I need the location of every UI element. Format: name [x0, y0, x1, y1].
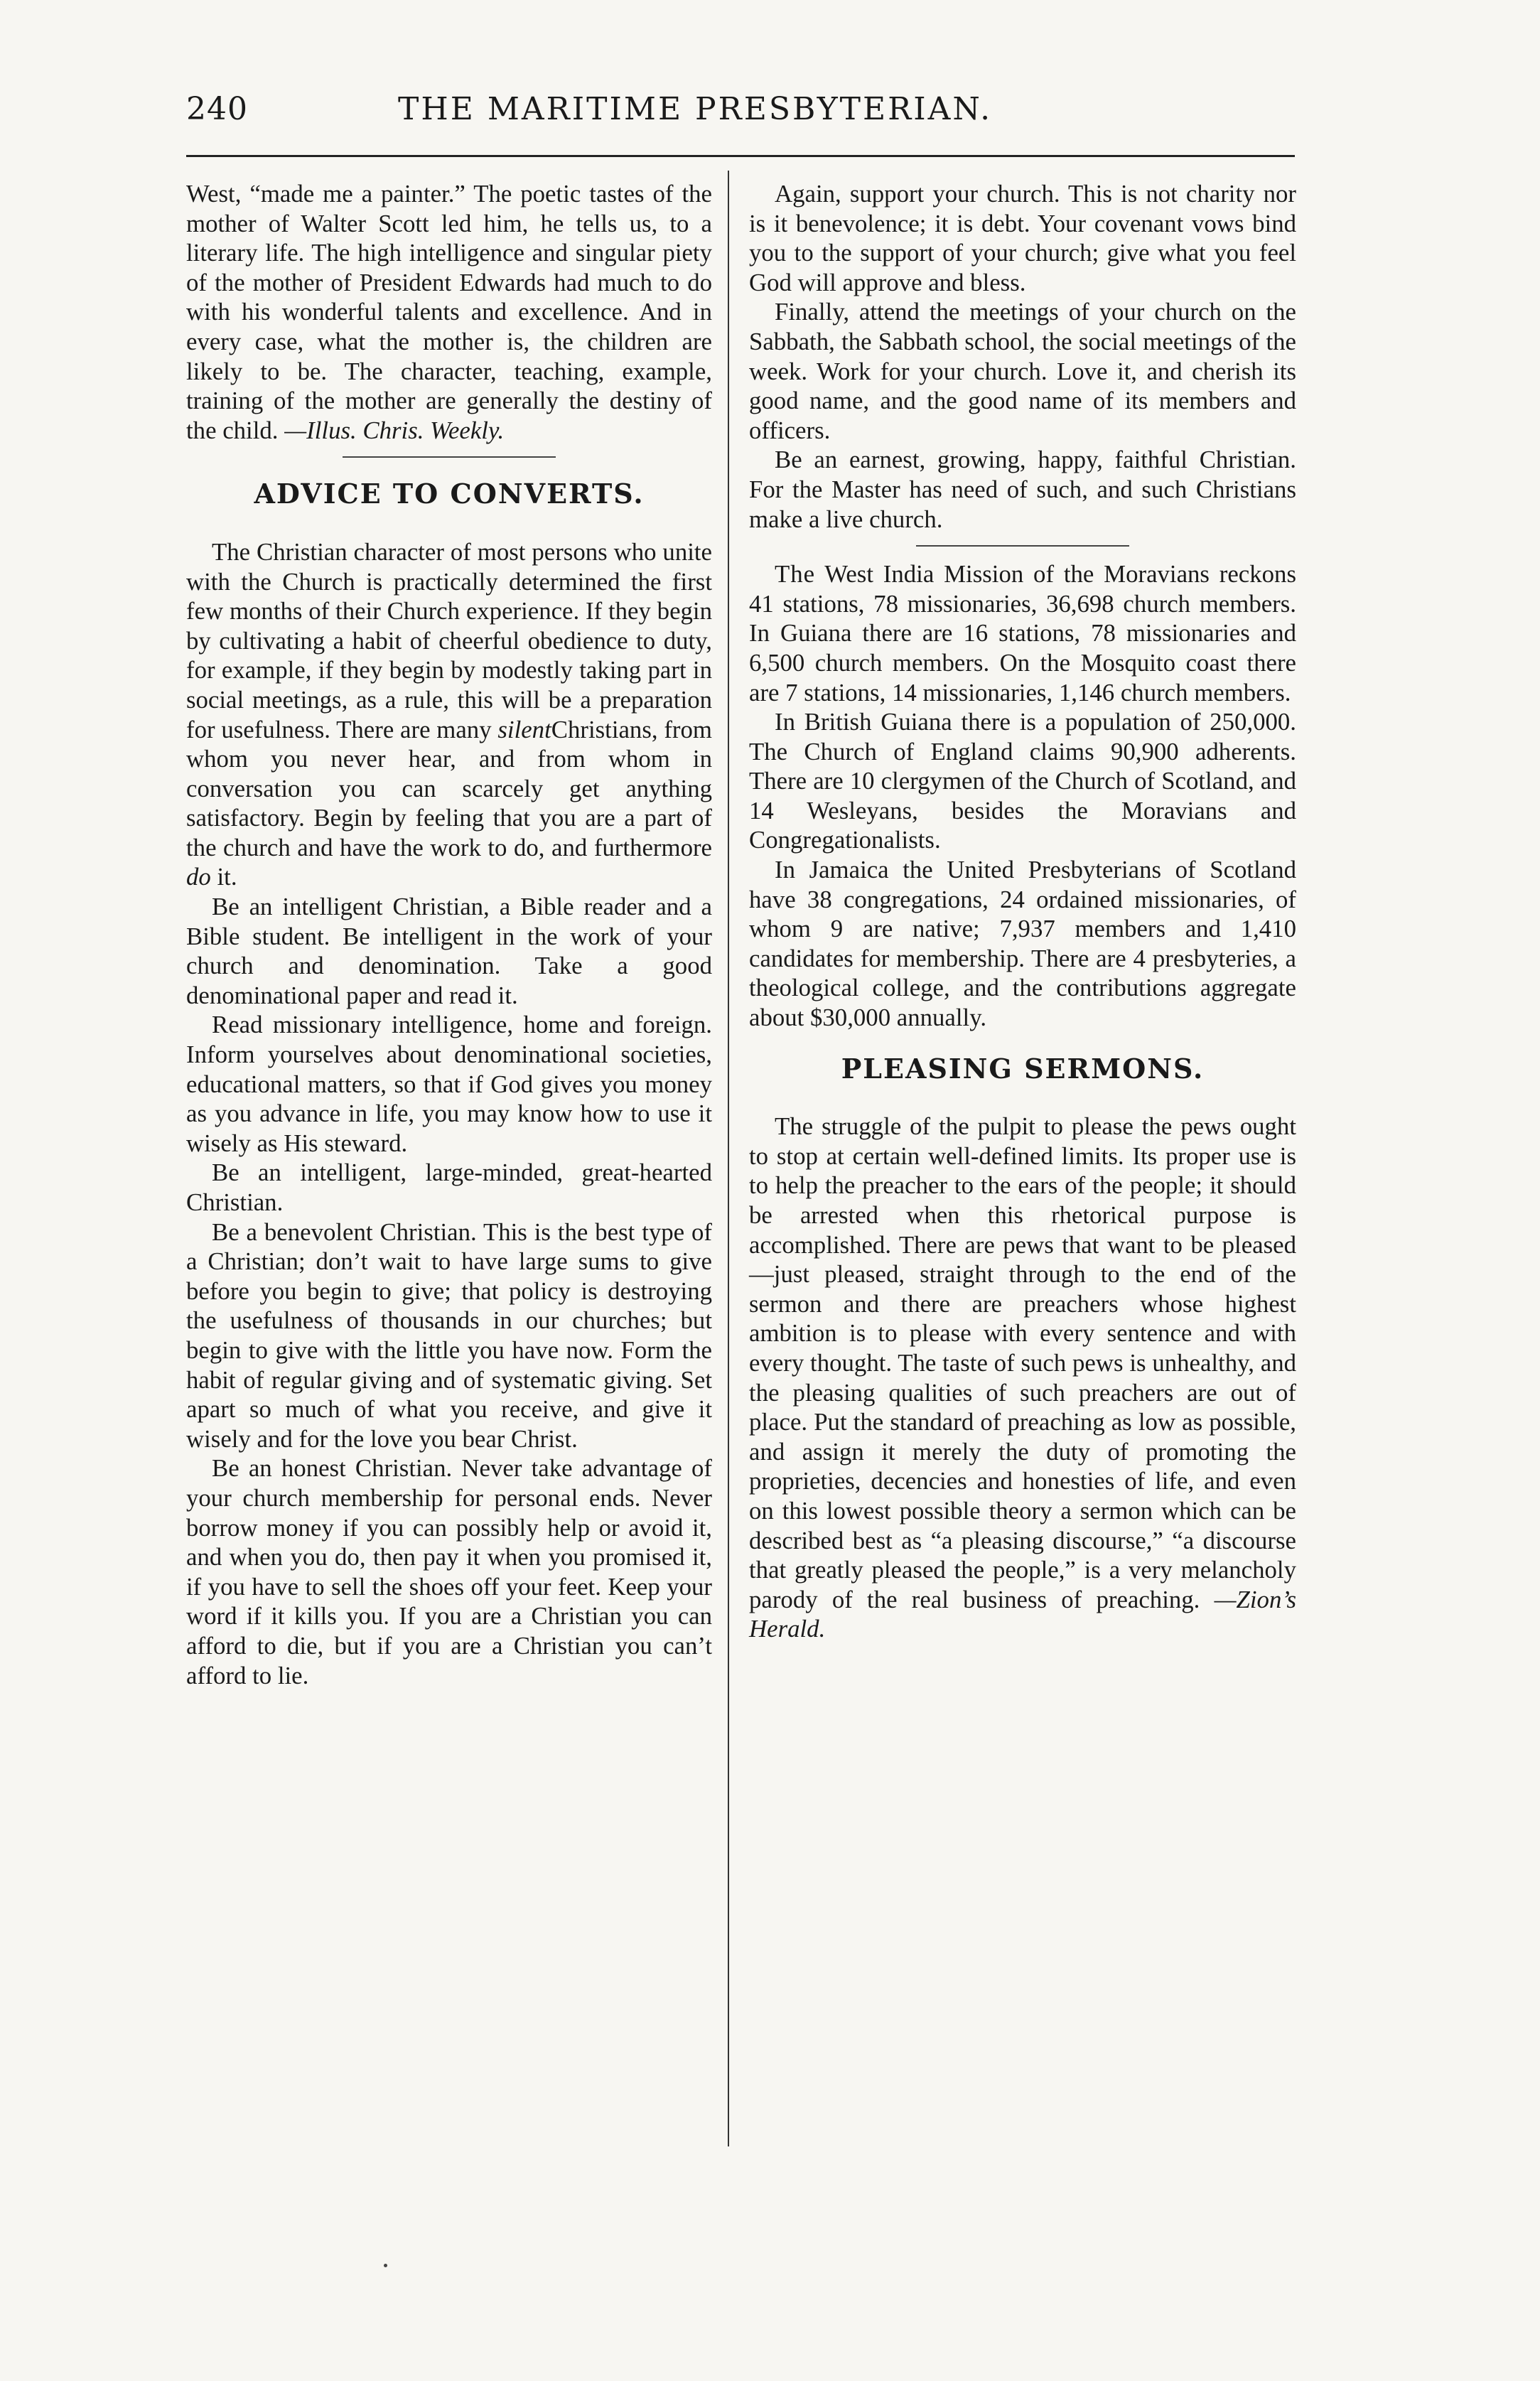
continued-paragraph: West, “made me a painter.” The poetic tastes of the mother of Walter Scott led him, he tells us, to a literary life. The high intelligence and singular piety of the mother of President Edwards had much to do with his wonderful talents and excellence. And in every case, what the mother is, the children are likely to be. The character, teaching, example, training of the mother are generally the destiny of the child. —Illus. Chris. Weekly.	[186, 180, 712, 444]
sermons-paragraph: The struggle of the pulpit to please the pews ought to stop at certain well-defined limits. Its proper use is to help the preacher to the ears of the people; it should be arrested when this rhetorical purpose is accomplished. There are pews that want to be pleased—just pleased, straight through to the end of the sermon and there are preachers whose highest ambition is to please with every sentence and with every thought. The taste of such pews is unhealthy, and the pleasing qualities of such preachers are out of place. Put the standard of preaching as low as possible, and assign it merely the duty of promoting the proprieties, decencies and honesties of life, and even on this lowest possible theory a sermon which can be described best as “a pleasing discourse,” “a discourse that greatly pleased the people,” is a very melancholy parody of the real business of preaching. —Zion’s Herald.	[749, 1112, 1296, 1643]
right-column	[749, 179, 1296, 1644]
advice-paragraph-3: Read missionary intelligence, home and foreign. Inform yourselves about denominational societies, educational matters, so that if God gives you money as you advance in life, you may know how to use it wisely as His steward.	[186, 1011, 712, 1157]
advice-paragraph-6: Be an honest Christian. Never take advantage of your church membership for personal ends. Never borrow money if you can possibly help or avoid it, and when you do, then pay it when you promised it, if you have to sell the shoes off your feet. Keep your word if it kills you. If you are a Christian you can afford to die, but if you are a Christian you can’t afford to lie.	[186, 1454, 712, 1689]
section-separator	[343, 456, 556, 458]
advice-paragraph-2: Be an intelligent Christian, a Bible reader and a Bible student. Be intelligent in the work of your church and denomination. Take a good denominational paper and read it.	[186, 893, 712, 1009]
left-column	[186, 179, 712, 1690]
advice-paragraph-5: Be a benevolent Christian. This is the best type of a Christian; don’t wait to have large sums to give before you begin to give; that policy is destroying the usefulness of thousands in our churches; but begin to give with the little you have now. Form the habit of regular giving and of systematic giving. Set apart so much of what you receive, and give it wisely and for the love you bear Christ.	[186, 1218, 712, 1453]
advice-paragraph-7: Again, support your church. This is not charity nor is it benevolence; it is debt. Your covenant vows bind you to the support of your church; give what you feel God will approve and bless.	[749, 180, 1296, 296]
advice-paragraph-1: The Christian character of most persons who unite with the Church is practically determined the first few months of their Church experience. If they begin by cultivating a habit of cheerful obedience to duty, for example, if they begin by modestly taking part in social meetings, as a rule, this will be a preparation for usefulness. There are many silentChristians, from whom you never hear, and from whom in conversation you can scarcely get anything satisfactory. Begin by feeling that you are a part of the church and have the work to do, and furthermore do it.	[186, 537, 712, 891]
column-divider	[728, 171, 729, 2146]
advice-paragraph-8: Finally, attend the meetings of your church on the Sabbath, the Sabbath school, the social meetings of the week. Work for your church. Love it, and cherish its good name, and the good name of its members and officers.	[749, 298, 1296, 444]
page-number: 240	[186, 91, 248, 127]
mission-paragraph-2: In British Guiana there is a population of 250,000. The Church of England claims 90,900 adherents. There are 10 clergymen of the Church of Scotland, and 14 Wesleyans, besides the Moravians and Congregationalists.	[749, 708, 1296, 854]
sermons-source: —Zion’s Herald.	[749, 1585, 1296, 1643]
mission-paragraph-3: In Jamaica the United Presbyterians of Scotland have 38 congregations, 24 ordained missionaries, of whom 9 are native; 7,937 members and 1,410 candidates for membership. There are 4 presbyteries, a theological college, and the contributions aggregate about $30,000 annually.	[749, 856, 1296, 1032]
article-title-sermons: PLEASING SERMONS.	[841, 1052, 1205, 1085]
running-head: THE MARITIME PRESBYTERIAN.	[398, 91, 993, 127]
header-rule	[186, 155, 1295, 157]
continued-source: —Illus. Chris. Weekly.	[284, 416, 505, 444]
advice-paragraph-4: Be an intelligent, large-minded, great-hearted Christian.	[186, 1159, 712, 1216]
section-separator	[916, 545, 1129, 547]
advice-paragraph-9: Be an earnest, growing, happy, faithful Christian. For the Master has need of such, and such Christians make a live church.	[749, 446, 1296, 533]
scan-speck	[384, 2264, 387, 2267]
article-title-advice: ADVICE TO CONVERTS.	[254, 478, 645, 510]
mission-paragraph-1: The West India Mission of the Moravians reckons 41 stations, 78 missionaries, 36,698 church members. In Guiana there are 16 stations, 78 missionaries and 6,500 church members. On the Mosquito coast there are 7 stations, 14 missionaries, 1,146 church members.	[749, 560, 1296, 706]
